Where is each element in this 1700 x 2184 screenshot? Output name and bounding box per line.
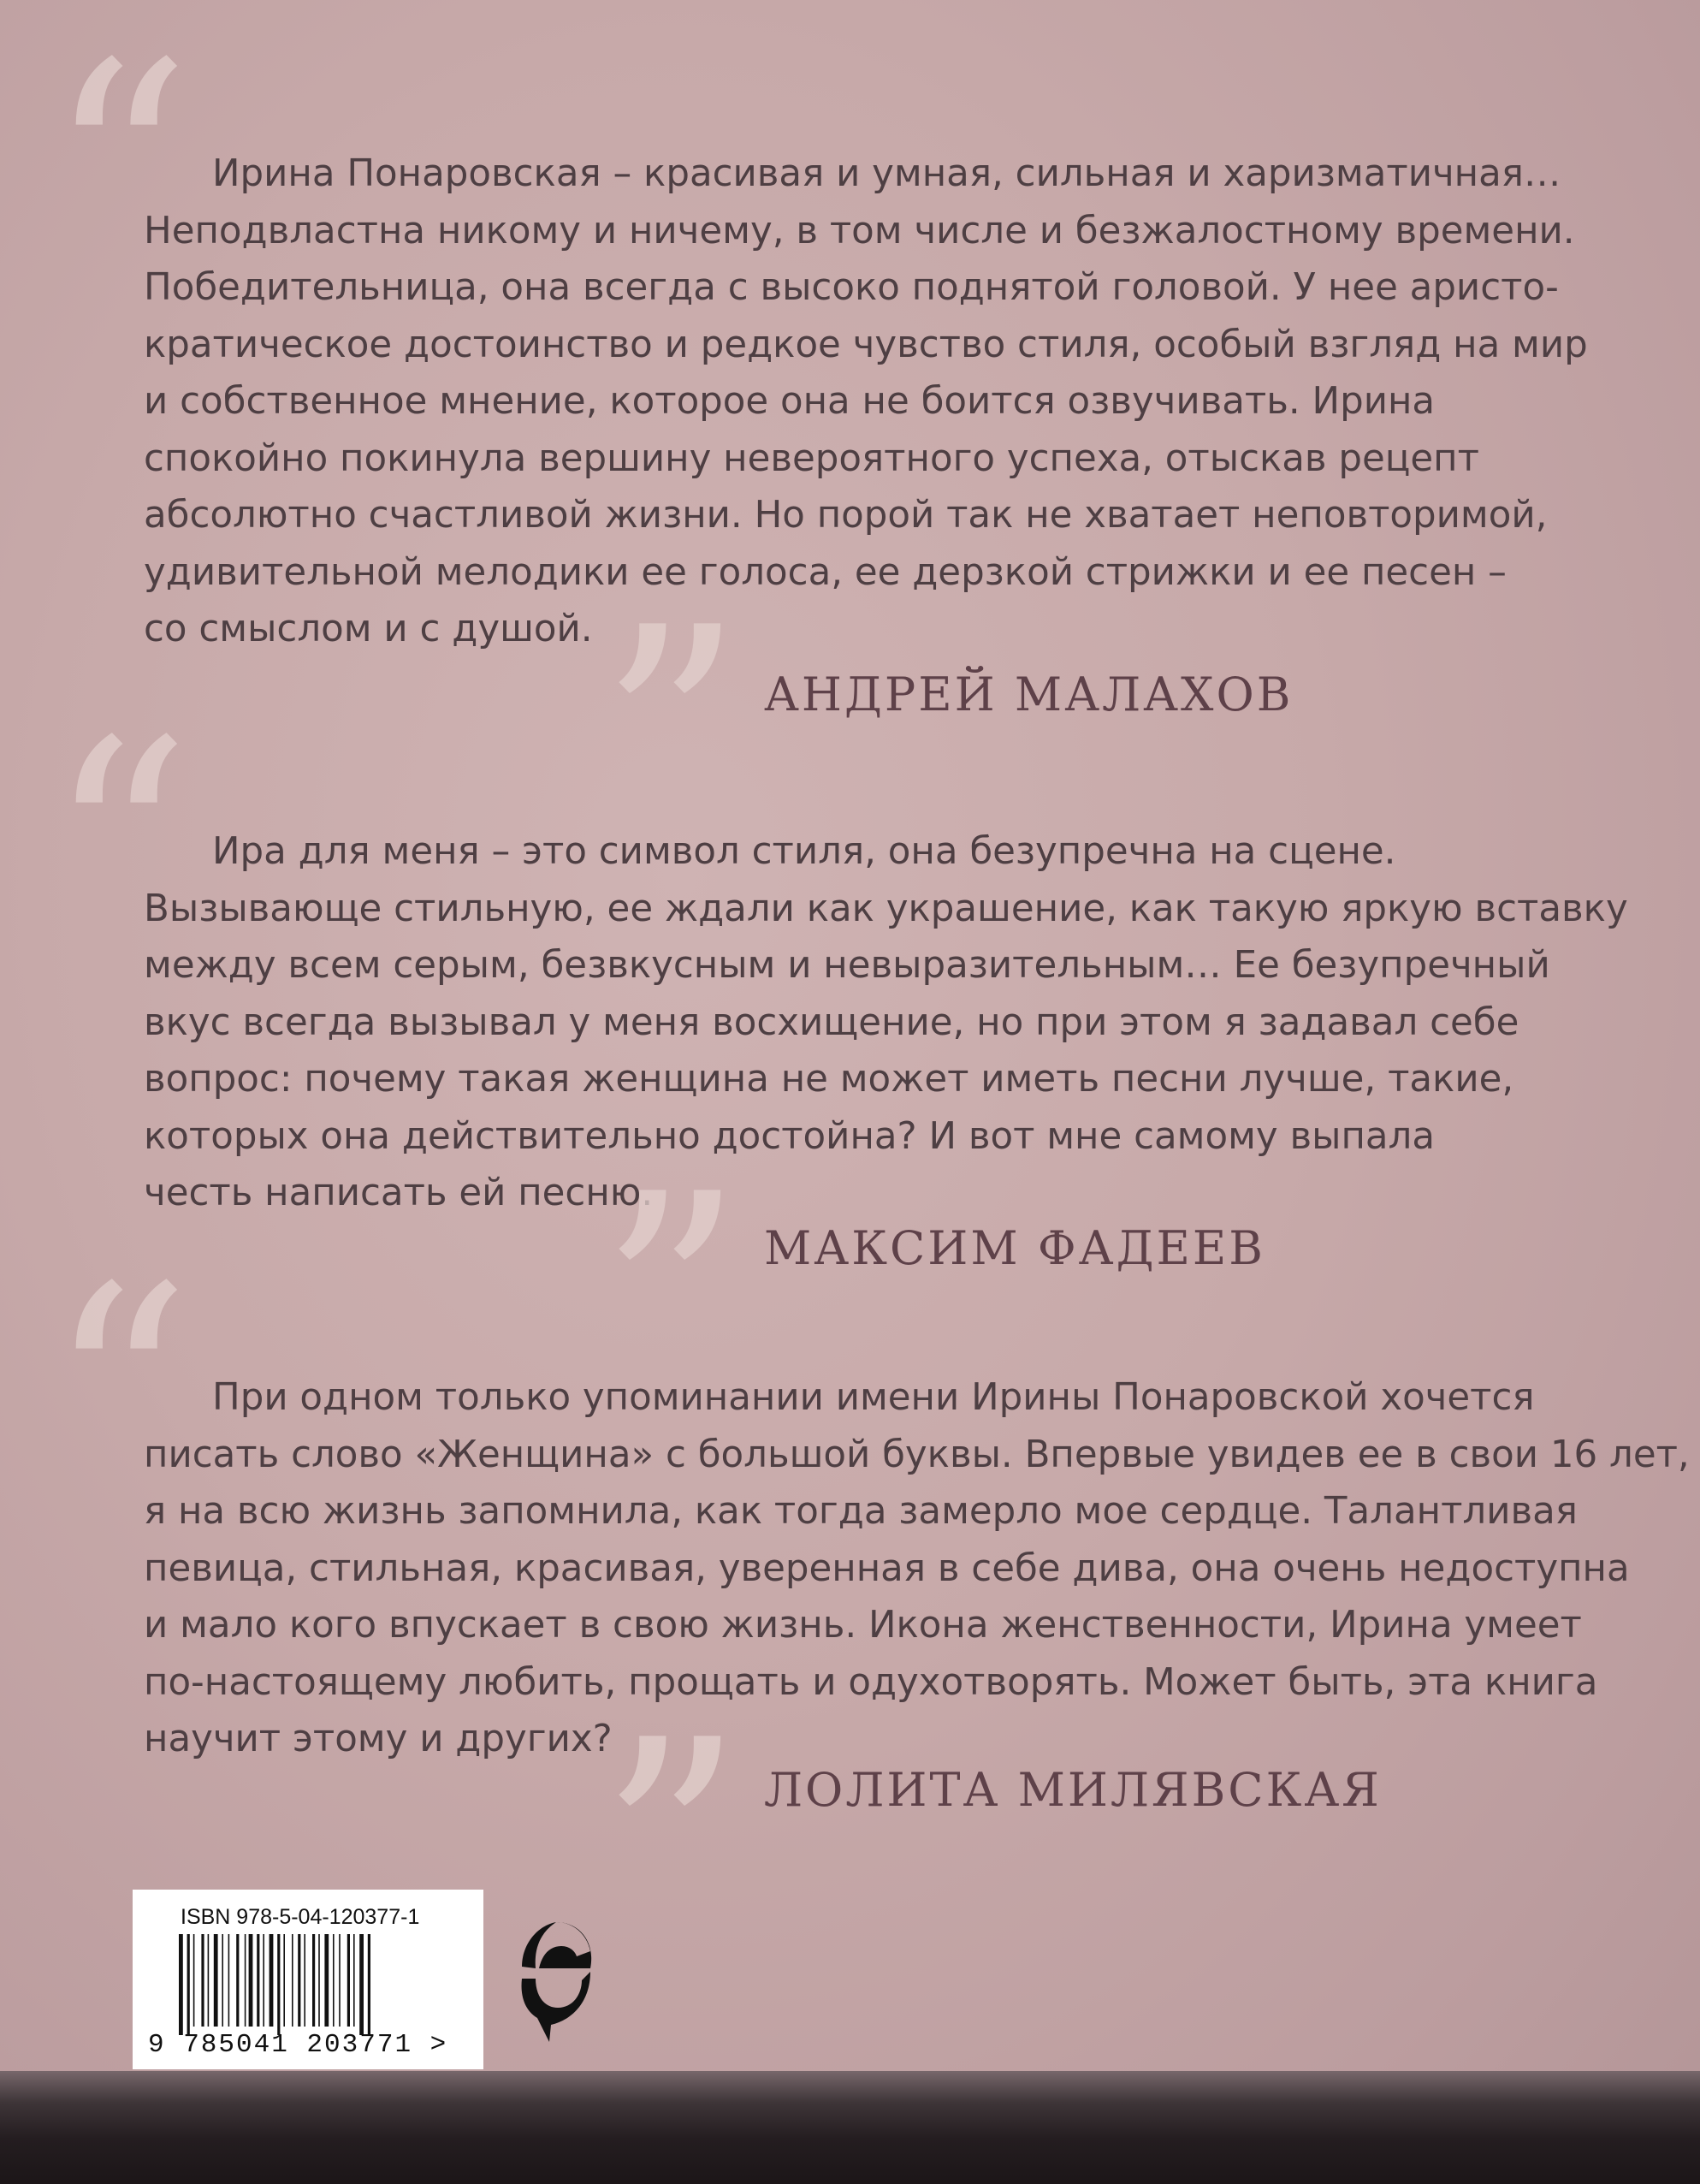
- quote-author: ЛОЛИТА МИЛЯВСКАЯ: [764, 1763, 1382, 1817]
- quote-line: честь написать ей песню.: [144, 1172, 654, 1214]
- quote-line: и собственное мнение, которое она не боится озвучивать. Ирина: [144, 380, 1436, 423]
- quote-text: [144, 1369, 1690, 1768]
- quote-line: абсолютно счастливой жизни. Но порой так не хватает неповторимой,: [144, 494, 1548, 537]
- quote-line: спокойно покинула вершину невероятного успеха, отыскав рецепт: [144, 436, 1479, 480]
- eksmo-logo-icon: [513, 1915, 599, 2044]
- quote-line: Ира для меня – это символ стиля, она безупречна на сцене.: [212, 830, 1396, 873]
- quote-line: писать слово «Женщина» с большой буквы. Впервые увидев ее в свои 16 лет,: [144, 1433, 1690, 1476]
- quote-text: [144, 823, 1628, 1222]
- quote-line: между всем серым, безвкусным и невыразительным… Ее безупречный: [144, 944, 1550, 987]
- quote-line: Ирина Понаровская – красивая и умная, сильная и харизматичная…: [212, 152, 1561, 195]
- open-quote-mark-icon: “: [47, 3, 192, 331]
- open-quote-mark-icon: “: [47, 680, 192, 1009]
- quote-line: Неподвластна никому и ничему, в том числе и безжалостному времени.: [144, 209, 1575, 252]
- quote-line: вкус всегда вызывал у меня восхищение, но при этом я задавал себе: [144, 1000, 1519, 1044]
- quote-line: со смыслом и с душой.: [144, 608, 593, 650]
- barcode-bars: [175, 1934, 432, 2037]
- quote-author: МАКСИМ ФАДЕЕВ: [764, 1221, 1265, 1275]
- quote-line: При одном только упоминании имени Ирины Понаровской хочется: [212, 1376, 1535, 1419]
- quote-author: АНДРЕЙ МАЛАХОВ: [764, 668, 1294, 721]
- close-quote-mark-icon: ”: [599, 1680, 743, 2009]
- quote-line: Вызывающе стильную, ее ждали как украшение, как такую яркую вставку: [144, 887, 1628, 930]
- quote-text: [144, 145, 1615, 658]
- quote-line: и мало кого впускает в свою жизнь. Икона женственности, Ирина умеет: [144, 1604, 1582, 1647]
- quote-line: которых она действительно достойна? И вот мне самому выпала: [144, 1114, 1436, 1158]
- isbn-label: ISBN 978-5-04-120377-1: [181, 1905, 420, 1929]
- quote-line: вопрос: почему такая женщина не может иметь песни лучше, такие,: [144, 1058, 1514, 1101]
- quote-line: по-настоящему любить, прощать и одухотворять. Может быть, эта книга: [144, 1660, 1598, 1704]
- close-quote-mark-icon: ”: [599, 1134, 743, 1463]
- isbn-barcode: [133, 1890, 483, 2069]
- bottom-dark-band: [0, 2071, 1700, 2184]
- quote-line: кратическое достоинство и редкое чувство стиля, особый взгляд на мир: [144, 323, 1588, 366]
- quote-line: удивительной мелодики ее голоса, ее дерзкой стрижки и ее песен –: [144, 550, 1507, 594]
- barcode-digits: 9 785041 203771 >: [148, 2030, 448, 2060]
- open-quote-mark-icon: “: [47, 1226, 192, 1555]
- quote-line: Победительница, она всегда с высоко поднятой головой. У нее аристо-: [144, 266, 1559, 309]
- quote-line: я на всю жизнь запомнила, как тогда замерло мое сердце. Талантливая: [144, 1490, 1578, 1533]
- quote-line: певица, стильная, красивая, уверенная в себе дива, она очень недоступна: [144, 1546, 1630, 1590]
- quote-line: научит этому и других?: [144, 1718, 613, 1760]
- close-quote-mark-icon: ”: [599, 567, 743, 896]
